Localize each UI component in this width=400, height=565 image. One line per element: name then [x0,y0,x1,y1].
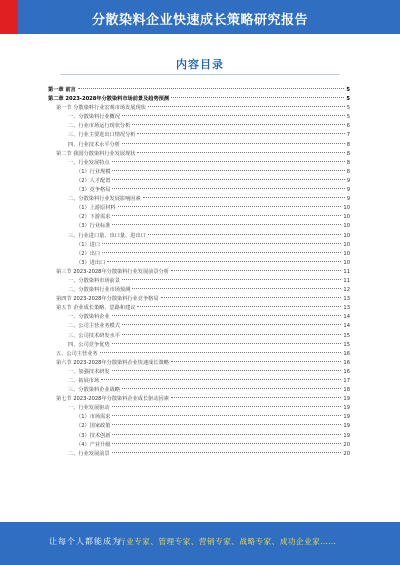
toc-leader-dots [122,279,342,280]
toc-entry-title: 第一节 分散染料行业宏观市场发展现状 [56,105,146,112]
toc-leader-dots [112,370,342,371]
toc-entry-page: 15 [343,341,350,348]
toc-entry[interactable] [48,241,350,250]
toc-entry-page: 13 [343,305,350,312]
toc-entry[interactable] [48,322,350,331]
toc-leader-dots [122,388,342,389]
toc-entry[interactable] [48,186,350,195]
toc-entry-page: 20 [343,450,350,457]
toc-entry-page: 19 [343,423,350,430]
toc-leader-dots [112,215,341,216]
toc-entry-page: 19 [343,396,350,403]
toc-entry-page: 10 [343,241,350,248]
toc-entry[interactable] [48,122,350,131]
toc-leader-dots [148,234,342,235]
toc-entry-title: 三、公司技术研发水平 [68,332,120,339]
toc-entry-page: 5 [346,96,350,103]
toc-entry[interactable] [48,86,350,95]
toc-entry-page: 10 [343,259,350,266]
toc-entry-title: （3）技术创新 [76,432,111,439]
toc-leader-dots [112,443,341,444]
toc-entry-title: 第二节 我国分散染料行业发展现状 [56,150,136,157]
toc-entry-title: 第五节 企业成长策略、思路和建议 [56,305,136,312]
toc-entry-title: （3）进出口 [76,259,106,266]
toc-entry-title: 三、分散染料企业战略 [68,387,120,394]
toc-entry-page: 20 [343,441,350,448]
toc-entry-title: 二、分散染料行业发展影响因素 [68,196,141,203]
toc-entry[interactable] [48,195,350,204]
toc-entry-page: 8 [346,141,350,148]
toc-leader-dots [112,434,341,435]
toc-entry-title: （3）行业标准 [76,223,111,230]
toc-leader-dots [122,324,342,325]
toc-entry-page: 16 [343,368,350,375]
toc-leader-dots [171,397,341,398]
footer-tagline: 行业专家、管理专家、营销专家、战略专家、成功企业家…… [118,537,337,546]
toc-entry[interactable] [48,450,350,459]
toc-entry[interactable] [48,159,350,168]
toc-entry-page: 10 [343,232,350,239]
table-of-contents [48,86,350,459]
toc-entry-page: 6 [346,123,350,130]
toc-entry[interactable] [48,295,350,304]
toc-entry-title: 一、分散染料行业概况 [68,114,120,121]
toc-entry-page: 10 [343,214,350,221]
toc-leader-dots [161,297,342,298]
toc-entry[interactable] [48,268,350,277]
toc-leader-dots [112,406,342,407]
toc-entry-page: 10 [343,205,350,212]
toc-entry-title: 二、公司主营业务模式 [68,323,120,330]
toc-leader-dots [132,288,341,289]
toc-entry[interactable] [48,377,350,386]
toc-leader-dots [107,261,341,262]
toc-entry-title: 二、分散染料行业市场预测 [68,287,131,294]
toc-entry[interactable] [48,95,350,104]
toc-entry[interactable] [48,422,350,431]
toc-entry-title: 一、分散染料市场前景 [68,277,120,284]
report-footer-bar [0,522,400,565]
toc-entry-page: 8 [346,159,350,166]
toc-entry-title: 第三节 2023-2028年分散染料行业发展前景分析 [56,268,169,275]
toc-entry[interactable] [48,232,350,241]
toc-entry[interactable] [48,395,350,404]
toc-leader-dots [137,152,344,153]
toc-entry[interactable] [48,168,350,177]
toc-leader-dots [171,361,341,362]
toc-entry[interactable] [48,368,350,377]
toc-entry-title: （1）市场需求 [76,414,111,421]
toc-entry-page: 14 [343,323,350,330]
toc-leader-dots [112,179,344,180]
toc-entry-title: 一、行业发展驱动 [68,405,110,412]
toc-entry[interactable] [48,441,350,450]
toc-leader-dots [171,270,341,271]
toc-entry-page: 10 [343,250,350,257]
toc-entry-title: （1）上游原材料 [76,205,116,212]
toc-entry[interactable] [48,204,350,213]
toc-entry-title: 四、行业技术水平分析 [68,141,120,148]
toc-leader-dots [118,206,342,207]
toc-entry-title: 四、公司竞争优势 [68,341,110,348]
toc-entry-page: 9 [346,177,350,184]
toc-heading: 内容目录 [176,58,224,71]
toc-entry-page: 19 [343,414,350,421]
toc-leader-dots [112,170,344,171]
report-title: 分散染料企业快速成长策略研究报告 [91,13,308,28]
toc-entry-title: 二、行业发展前景 [68,450,110,457]
toc-entry-page: 10 [343,223,350,230]
toc-leader-dots [112,224,341,225]
toc-entry-page: 14 [343,314,350,321]
toc-entry[interactable] [48,286,350,295]
toc-leader-dots [112,315,342,316]
toc-entry-title: 一、加强技术研发 [68,368,110,375]
toc-leader-dots [112,424,341,425]
toc-entry-title: （2）人才配置 [76,177,111,184]
toc-entry[interactable] [48,150,350,159]
divider [60,74,340,75]
toc-entry-title: 第一章 前言 [48,87,76,93]
toc-leader-dots [132,124,344,125]
toc-entry[interactable] [48,304,350,313]
toc-entry-page: 13 [343,296,350,303]
toc-entry-page: 12 [343,287,350,294]
toc-entry-page: 15 [343,332,350,339]
toc-entry-title: （1）进口 [76,241,101,248]
toc-entry-page: 8 [346,168,350,175]
toc-entry-title: 第二章 2023-2028年分散染料市场前景及趋势预测 [48,96,170,103]
toc-entry-title: 一、分散染料企业 [68,314,110,321]
toc-entry-page: 19 [343,432,350,439]
footer-slogan: 让每个人都能成为 [49,537,121,546]
toc-entry-title: 第七节 2023-2028年分散染料企业成长驱动因素 [56,396,169,403]
toc-leader-dots [122,143,345,144]
toc-entry-page: 16 [343,350,350,357]
toc-entry-title: 第四节 2023-2028年分散染料行业竞争格局 [56,296,159,303]
toc-entry-page: 17 [343,378,350,384]
toc-entry[interactable] [48,350,350,359]
toc-leader-dots [171,97,344,98]
toc-entry-page: 16 [343,359,350,366]
toc-entry-page: 8 [346,150,350,157]
toc-entry[interactable] [48,432,350,441]
toc-leader-dots [112,415,341,416]
toc-leader-dots [112,188,344,189]
toc-leader-dots [112,343,342,344]
toc-leader-dots [100,352,342,353]
toc-entry[interactable] [48,250,350,259]
toc-entry[interactable] [48,332,350,341]
toc-entry-title: （2）出口 [76,250,101,257]
toc-leader-dots [112,161,345,162]
toc-entry-page: 5 [346,87,350,93]
toc-leader-dots [122,115,345,116]
toc-entry-title: 三、行业进口量、出口量、进出口 [68,232,146,239]
toc-entry-title: 一、行业发展特点 [68,159,110,166]
toc-entry-page: 5 [346,105,350,112]
toc-entry[interactable] [48,341,350,350]
toc-leader-dots [112,452,342,453]
toc-entry-page: 7 [346,132,350,139]
toc-entry[interactable] [48,359,350,368]
toc-entry[interactable] [48,313,350,322]
toc-entry[interactable] [48,177,350,186]
toc-entry-title: （2）下游需求 [76,214,111,221]
toc-entry[interactable] [48,277,350,286]
toc-leader-dots [137,306,341,307]
toc-leader-dots [101,379,341,380]
toc-leader-dots [122,334,342,335]
toc-entry[interactable] [48,113,350,122]
toc-entry-page: 18 [343,387,350,394]
toc-entry-page: 5 [346,114,350,121]
toc-entry[interactable] [48,404,350,413]
toc-entry[interactable] [48,222,350,231]
toc-entry-page: 19 [343,405,350,412]
toc-leader-dots [137,133,344,134]
toc-entry-title: 第六节 2023-2028年分散染料企业快速成长策略 [56,359,169,366]
toc-entry-title: 三、行业主要进出口情况分析 [68,132,136,139]
toc-entry[interactable] [48,213,350,222]
toc-entry[interactable] [48,141,350,150]
toc-entry-page: 9 [346,187,350,194]
toc-leader-dots [148,106,345,107]
toc-leader-dots [78,88,345,89]
toc-entry-page: 11 [343,268,350,275]
toc-entry-page: 11 [343,277,350,284]
toc-entry[interactable] [48,131,350,140]
toc-leader-dots [102,252,341,253]
toc-entry-title: 二、拓展市场 [68,378,100,384]
toc-entry-title: 二、行业市场运行现状分析 [68,123,131,130]
toc-entry[interactable] [48,413,350,422]
toc-entry-title: （3）竞争格局 [76,187,111,194]
toc-entry-page: 9 [346,196,350,203]
report-header-bar [0,0,400,34]
toc-entry-title: 五、公司主营业务 [56,350,98,357]
toc-entry[interactable] [48,386,350,395]
toc-entry-title: （2）国家政策 [76,423,111,430]
toc-leader-dots [143,197,345,198]
toc-entry-title: （1）行业规模 [76,168,111,175]
toc-entry[interactable] [48,104,350,113]
toc-leader-dots [102,243,341,244]
toc-entry-title: （4）产业升级 [76,441,111,448]
toc-entry[interactable] [48,259,350,268]
